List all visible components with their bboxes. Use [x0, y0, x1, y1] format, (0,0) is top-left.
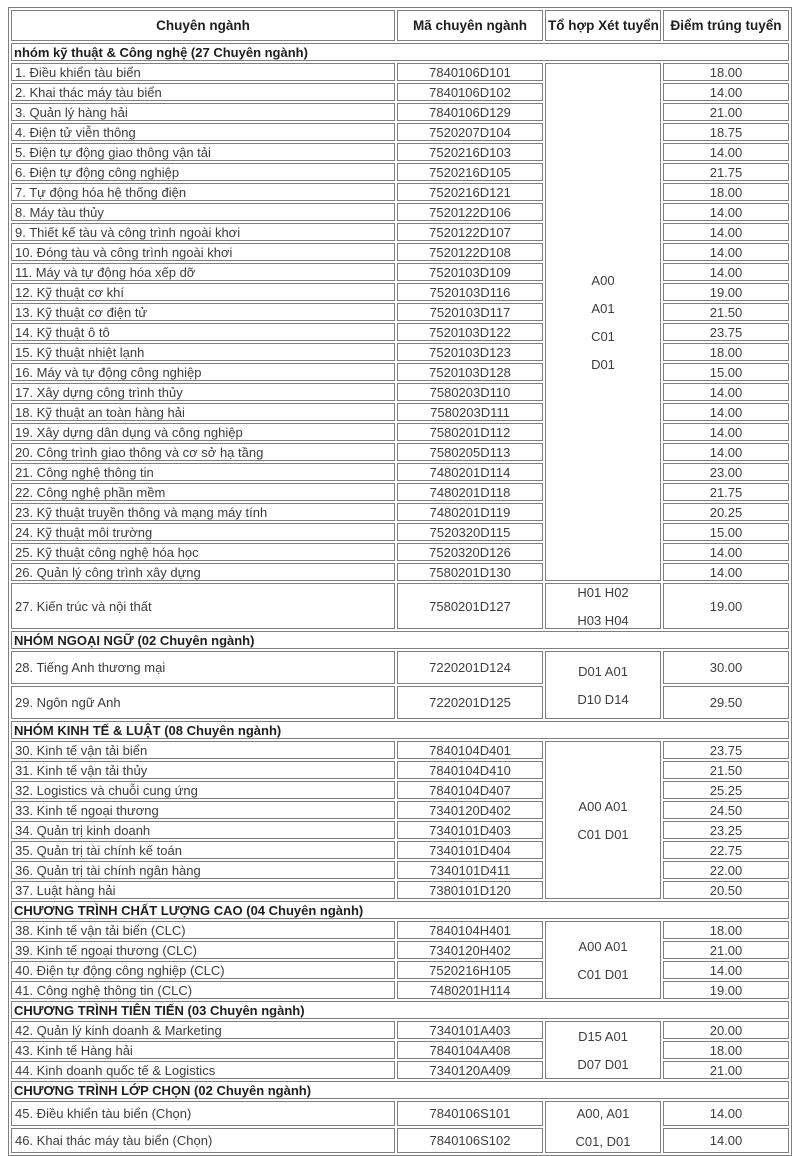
major-code-cell: 7580203D110 [397, 383, 543, 401]
major-code-cell: 7340101D411 [397, 861, 543, 879]
major-name-cell: 44. Kinh doanh quốc tế & Logistics [11, 1061, 395, 1079]
major-code-cell: 7520216D105 [397, 163, 543, 181]
major-code-cell: 7220201D125 [397, 686, 543, 719]
combination-line: A00, A01 [576, 1105, 630, 1121]
major-code-cell: 7520216D121 [397, 183, 543, 201]
score-cell: 14.00 [663, 143, 789, 161]
major-code-cell: 7340120D402 [397, 801, 543, 819]
major-code-cell: 7520103D116 [397, 283, 543, 301]
major-name-cell: 42. Quản lý kinh doanh & Marketing [11, 1021, 395, 1039]
score-cell: 20.25 [663, 503, 789, 521]
major-name-cell: 37. Luật hàng hải [11, 881, 395, 899]
major-row [11, 1061, 789, 1079]
major-row [11, 543, 789, 561]
score-cell: 15.00 [663, 363, 789, 381]
major-code-cell: 7840104A408 [397, 1041, 543, 1059]
combination-cell [545, 651, 661, 719]
score-cell: 21.50 [663, 303, 789, 321]
major-row [11, 686, 789, 719]
major-name-cell: 43. Kinh tế Hàng hải [11, 1041, 395, 1059]
major-row [11, 781, 789, 799]
score-cell: 21.00 [663, 103, 789, 121]
combination-cell [545, 741, 661, 899]
major-row [11, 63, 789, 81]
score-cell: 14.00 [663, 1101, 789, 1126]
score-cell: 15.00 [663, 523, 789, 541]
score-cell: 21.75 [663, 483, 789, 501]
major-name-cell: 33. Kinh tế ngoại thương [11, 801, 395, 819]
major-code-cell: 7520320D126 [397, 543, 543, 561]
section-row [11, 43, 789, 61]
major-code-cell: 7840106S102 [397, 1128, 543, 1153]
combination-line: D07 D01 [577, 1056, 629, 1072]
score-cell: 14.00 [663, 423, 789, 441]
major-row [11, 403, 789, 421]
major-name-cell: 38. Kinh tế vận tải biển (CLC) [11, 921, 395, 939]
major-name-cell: 12. Kỹ thuật cơ khí [11, 283, 395, 301]
score-cell: 21.00 [663, 1061, 789, 1079]
major-code-cell: 7340101D404 [397, 841, 543, 859]
major-code-cell: 7520103D123 [397, 343, 543, 361]
score-cell: 25.25 [663, 781, 789, 799]
major-code-cell: 7340120A409 [397, 1061, 543, 1079]
major-name-cell: 10. Đóng tàu và công trình ngoài khơi [11, 243, 395, 261]
major-code-cell: 7840106D102 [397, 83, 543, 101]
score-cell: 24.50 [663, 801, 789, 819]
major-name-cell: 26. Quản lý công trình xây dựng [11, 563, 395, 581]
major-code-cell: 7480201D118 [397, 483, 543, 501]
score-cell: 18.00 [663, 183, 789, 201]
admission-score-table [8, 7, 792, 1156]
section-row [11, 721, 789, 739]
major-row [11, 263, 789, 281]
major-name-cell: 22. Công nghệ phần mềm [11, 483, 395, 501]
major-name-cell: 29. Ngôn ngữ Anh [11, 686, 395, 719]
score-cell: 21.50 [663, 761, 789, 779]
score-cell: 14.00 [663, 83, 789, 101]
major-name-cell: 25. Kỹ thuật công nghệ hóa học [11, 543, 395, 561]
column-header-combination: Tổ hợp Xét tuyển [545, 10, 661, 41]
header-row [11, 10, 789, 41]
major-code-cell: 7480201H114 [397, 981, 543, 999]
major-name-cell: 14. Kỹ thuật ô tô [11, 323, 395, 341]
combination-cell [545, 1101, 661, 1153]
score-cell: 29.50 [663, 686, 789, 719]
major-row [11, 841, 789, 859]
major-name-cell: 17. Xây dựng công trình thủy [11, 383, 395, 401]
combination-line: H01 H02 [577, 584, 629, 600]
major-row [11, 761, 789, 779]
major-row [11, 103, 789, 121]
score-cell: 14.00 [663, 563, 789, 581]
major-code-cell: 7840104H401 [397, 921, 543, 939]
major-code-cell: 7340101D403 [397, 821, 543, 839]
major-name-cell: 19. Xây dựng dân dụng và công nghiệp [11, 423, 395, 441]
major-code-cell: 7840106D101 [397, 63, 543, 81]
major-row [11, 1128, 789, 1153]
combination-line: C01, D01 [575, 1133, 631, 1149]
major-name-cell: 46. Khai thác máy tàu biển (Chọn) [11, 1128, 395, 1153]
major-row [11, 1021, 789, 1039]
major-row [11, 801, 789, 819]
major-name-cell: 36. Quản trị tài chính ngân hàng [11, 861, 395, 879]
score-cell: 18.00 [663, 63, 789, 81]
major-code-cell: 7520122D107 [397, 223, 543, 241]
score-cell: 19.00 [663, 583, 789, 629]
major-name-cell: 11. Máy và tự động hóa xếp dỡ [11, 263, 395, 281]
major-name-cell: 3. Quản lý hàng hải [11, 103, 395, 121]
major-name-cell: 8. Máy tàu thủy [11, 203, 395, 221]
score-cell: 14.00 [663, 443, 789, 461]
combination-line: D15 A01 [578, 1028, 628, 1044]
major-name-cell: 21. Công nghệ thông tin [11, 463, 395, 481]
score-cell: 22.75 [663, 841, 789, 859]
major-name-cell: 13. Kỹ thuật cơ điện tử [11, 303, 395, 321]
section-title: nhóm kỹ thuật & Công nghệ (27 Chuyên ngành) [11, 43, 789, 61]
major-row [11, 503, 789, 521]
combination-line: D01 [591, 356, 615, 372]
column-header-major: Chuyên ngành [11, 10, 395, 41]
score-cell: 23.00 [663, 463, 789, 481]
combination-line: D10 D14 [577, 691, 629, 707]
major-name-cell: 6. Điện tự động công nghiệp [11, 163, 395, 181]
major-row [11, 741, 789, 759]
major-code-cell: 7480201D119 [397, 503, 543, 521]
major-code-cell: 7520103D117 [397, 303, 543, 321]
major-row [11, 563, 789, 581]
major-code-cell: 7520103D122 [397, 323, 543, 341]
major-row [11, 651, 789, 684]
major-row [11, 83, 789, 101]
combination-line: D01 A01 [578, 663, 628, 679]
major-row [11, 443, 789, 461]
score-cell: 23.75 [663, 323, 789, 341]
major-name-cell: 45. Điều khiển tàu biển (Chọn) [11, 1101, 395, 1126]
combination-cell [545, 63, 661, 581]
score-cell: 23.25 [663, 821, 789, 839]
combination-cell [545, 583, 661, 629]
major-row [11, 223, 789, 241]
major-name-cell: 24. Kỹ thuật môi trường [11, 523, 395, 541]
score-cell: 23.75 [663, 741, 789, 759]
major-code-cell: 7840104D407 [397, 781, 543, 799]
section-title: NHÓM NGOẠI NGỮ (02 Chuyên ngành) [11, 631, 789, 649]
major-code-cell: 7220201D124 [397, 651, 543, 684]
score-cell: 14.00 [663, 243, 789, 261]
major-code-cell: 7520122D106 [397, 203, 543, 221]
score-cell: 18.00 [663, 343, 789, 361]
combination-line: A00 [591, 272, 615, 288]
column-header-score: Điểm trúng tuyển [663, 10, 789, 41]
major-row [11, 583, 789, 629]
score-cell: 18.00 [663, 1041, 789, 1059]
score-cell: 30.00 [663, 651, 789, 684]
major-code-cell: 7580201D130 [397, 563, 543, 581]
major-name-cell: 23. Kỹ thuật truyền thông và mạng máy tính [11, 503, 395, 521]
combination-cell [545, 921, 661, 999]
major-row [11, 821, 789, 839]
column-header-code: Mã chuyên ngành [397, 10, 543, 41]
major-row [11, 163, 789, 181]
combination-line: H03 H04 [577, 612, 629, 628]
major-code-cell: 7520122D108 [397, 243, 543, 261]
major-code-cell: 7840106D129 [397, 103, 543, 121]
major-row [11, 523, 789, 541]
section-title: CHƯƠNG TRÌNH TIÊN TIẾN (03 Chuyên ngành) [11, 1001, 789, 1019]
major-code-cell: 7840104D410 [397, 761, 543, 779]
section-row [11, 631, 789, 649]
major-code-cell: 7840106S101 [397, 1101, 543, 1126]
major-row [11, 183, 789, 201]
major-name-cell: 16. Máy và tự động công nghiệp [11, 363, 395, 381]
major-row [11, 363, 789, 381]
major-code-cell: 7520207D104 [397, 123, 543, 141]
major-code-cell: 7520216D103 [397, 143, 543, 161]
major-name-cell: 31. Kinh tế vận tải thủy [11, 761, 395, 779]
combination-line: C01 D01 [577, 826, 629, 842]
major-code-cell: 7340120H402 [397, 941, 543, 959]
combination-line: A00 A01 [578, 938, 628, 954]
major-code-cell: 7340101A403 [397, 1021, 543, 1039]
combination-line: A01 [591, 300, 615, 316]
score-cell: 14.00 [663, 203, 789, 221]
major-row [11, 981, 789, 999]
major-name-cell: 9. Thiết kế tàu và công trình ngoài khơi [11, 223, 395, 241]
section-row [11, 1001, 789, 1019]
major-name-cell: 20. Công trình giao thông và cơ sở hạ tầng [11, 443, 395, 461]
major-row [11, 343, 789, 361]
major-name-cell: 5. Điện tự động giao thông vận tải [11, 143, 395, 161]
section-title: CHƯƠNG TRÌNH CHẤT LƯỢNG CAO (04 Chuyên ngành) [11, 901, 789, 919]
score-cell: 14.00 [663, 543, 789, 561]
major-name-cell: 39. Kinh tế ngoại thương (CLC) [11, 941, 395, 959]
major-name-cell: 41. Công nghệ thông tin (CLC) [11, 981, 395, 999]
major-name-cell: 27. Kiến trúc và nội thất [11, 583, 395, 629]
major-code-cell: 7520103D128 [397, 363, 543, 381]
combination-cell [545, 1021, 661, 1079]
major-name-cell: 4. Điện tử viễn thông [11, 123, 395, 141]
major-code-cell: 7520320D115 [397, 523, 543, 541]
score-cell: 18.75 [663, 123, 789, 141]
major-name-cell: 1. Điều khiển tàu biển [11, 63, 395, 81]
major-name-cell: 30. Kinh tế vận tải biển [11, 741, 395, 759]
major-name-cell: 7. Tự động hóa hệ thống điện [11, 183, 395, 201]
score-cell: 20.00 [663, 1021, 789, 1039]
major-row [11, 881, 789, 899]
major-row [11, 861, 789, 879]
major-row [11, 423, 789, 441]
section-title: NHÓM KINH TẾ & LUẬT (08 Chuyên ngành) [11, 721, 789, 739]
score-cell: 14.00 [663, 223, 789, 241]
major-name-cell: 40. Điện tự động công nghiệp (CLC) [11, 961, 395, 979]
major-name-cell: 35. Quản trị tài chính kế toán [11, 841, 395, 859]
score-cell: 14.00 [663, 403, 789, 421]
major-row [11, 463, 789, 481]
major-code-cell: 7480201D114 [397, 463, 543, 481]
major-code-cell: 7580201D127 [397, 583, 543, 629]
major-row [11, 123, 789, 141]
major-code-cell: 7580205D113 [397, 443, 543, 461]
major-name-cell: 2. Khai thác máy tàu biển [11, 83, 395, 101]
major-name-cell: 34. Quản trị kinh doanh [11, 821, 395, 839]
score-cell: 14.00 [663, 263, 789, 281]
major-row [11, 1101, 789, 1126]
score-cell: 14.00 [663, 1128, 789, 1153]
major-row [11, 203, 789, 221]
section-row [11, 901, 789, 919]
score-cell: 14.00 [663, 383, 789, 401]
major-row [11, 961, 789, 979]
major-code-cell: 7520103D109 [397, 263, 543, 281]
major-name-cell: 32. Logistics và chuỗi cung ứng [11, 781, 395, 799]
combination-line: C01 [591, 328, 615, 344]
score-cell: 14.00 [663, 961, 789, 979]
score-cell: 18.00 [663, 921, 789, 939]
major-row [11, 483, 789, 501]
score-cell: 22.00 [663, 861, 789, 879]
major-code-cell: 7580201D112 [397, 423, 543, 441]
combination-line: A00 A01 [578, 798, 628, 814]
major-row [11, 323, 789, 341]
major-name-cell: 28. Tiếng Anh thương mại [11, 651, 395, 684]
major-name-cell: 18. Kỹ thuật an toàn hàng hải [11, 403, 395, 421]
score-cell: 19.00 [663, 981, 789, 999]
score-cell: 19.00 [663, 283, 789, 301]
major-row [11, 383, 789, 401]
section-row [11, 1081, 789, 1099]
major-code-cell: 7840104D401 [397, 741, 543, 759]
major-code-cell: 7520216H105 [397, 961, 543, 979]
major-row [11, 303, 789, 321]
combination-line: C01 D01 [577, 966, 629, 982]
score-cell: 21.75 [663, 163, 789, 181]
major-row [11, 921, 789, 939]
major-row [11, 1041, 789, 1059]
major-row [11, 283, 789, 301]
score-cell: 21.00 [663, 941, 789, 959]
major-row [11, 143, 789, 161]
major-row [11, 243, 789, 261]
score-cell: 20.50 [663, 881, 789, 899]
section-title: CHƯƠNG TRÌNH LỚP CHỌN (02 Chuyên ngành) [11, 1081, 789, 1099]
major-code-cell: 7380101D120 [397, 881, 543, 899]
major-code-cell: 7580203D111 [397, 403, 543, 421]
major-row [11, 941, 789, 959]
table-body [11, 43, 789, 1153]
major-name-cell: 15. Kỹ thuật nhiệt lạnh [11, 343, 395, 361]
